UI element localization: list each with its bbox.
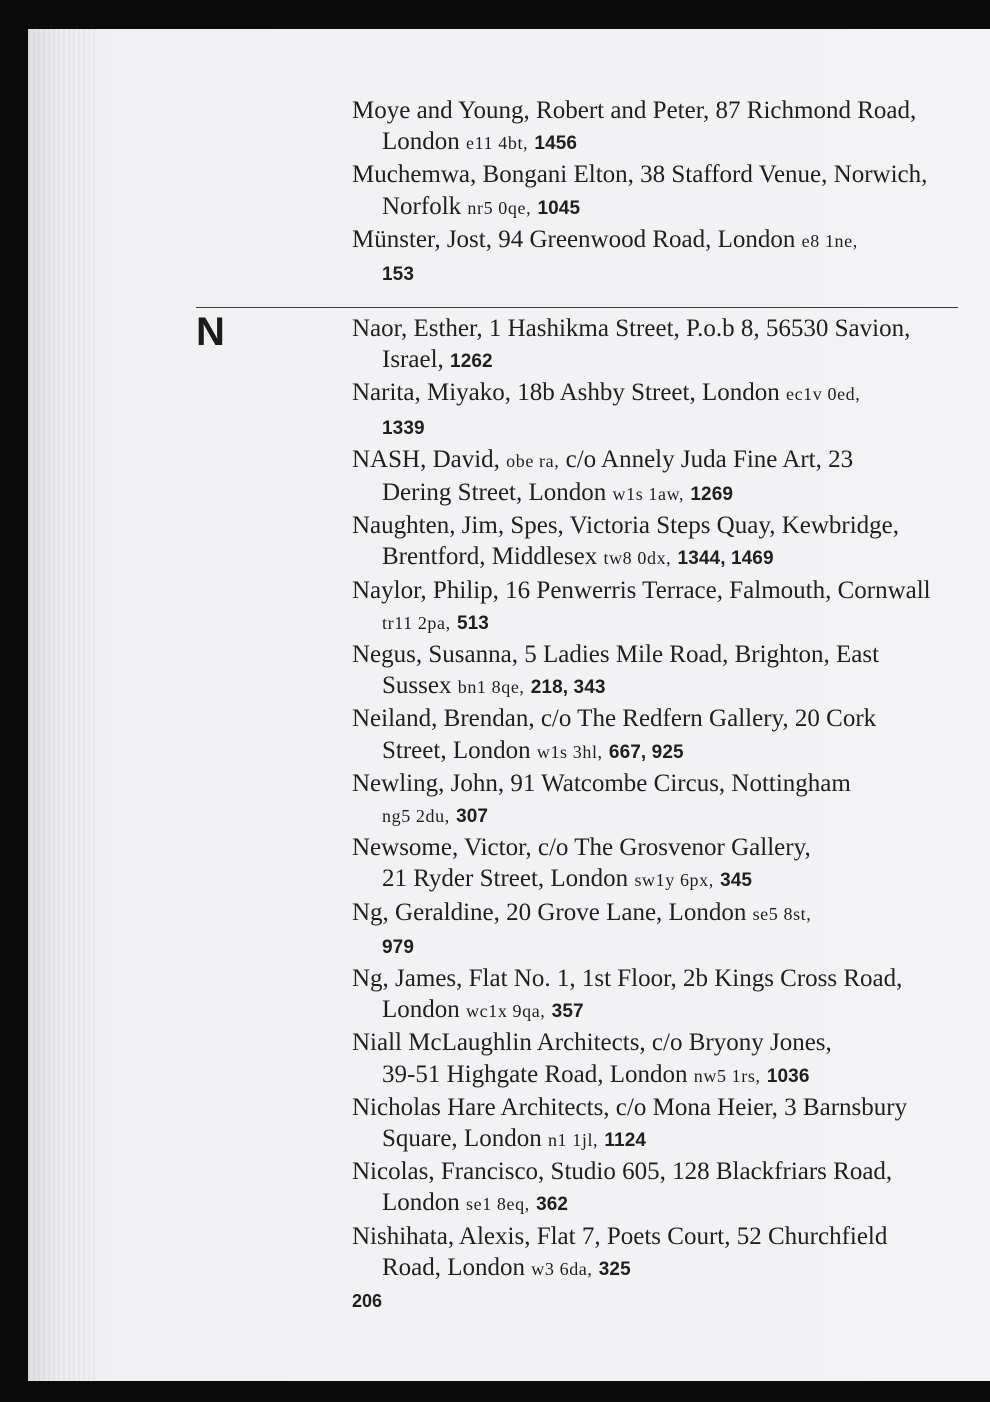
page-edge-shading <box>28 29 98 1381</box>
page-refs: 357 <box>551 1001 584 1023</box>
index-page <box>28 29 990 1381</box>
page-refs: 1036 <box>766 1065 810 1087</box>
page-refs: 1269 <box>690 484 734 506</box>
page-refs: 1045 <box>537 197 581 219</box>
page-refs: 307 <box>456 806 489 828</box>
page-refs: 1124 <box>604 1130 647 1152</box>
index-entry: Moye and Young, Robert and Peter, 87 Richmond Road, London e11 4bt, 1456 <box>352 97 917 156</box>
section-letter: N <box>196 310 225 354</box>
page-refs: 667, 925 <box>608 741 684 763</box>
page-refs: 1456 <box>534 133 578 155</box>
page-number: 206 <box>352 1291 383 1311</box>
index-entry: Niall McLaughlin Architects, c/o Bryony Jones, 39-51 Highgate Road, London nw5 1rs, 1036 <box>352 1029 832 1088</box>
page-refs: 1339 <box>382 417 425 439</box>
index-entry: Narita, Miyako, 18b Ashby Street, London ec1v 0ed, 1339 <box>352 379 861 439</box>
page-refs: 345 <box>720 870 753 892</box>
index-entry: Nicholas Hare Architects, c/o Mona Heier, 3 Barnsbury Square, London n1 1jl, 1124 <box>352 1093 908 1153</box>
index-entry: Negus, Susanna, 5 Ladies Mile Road, Brighton, East Sussex bn1 8qe, 218, 343 <box>352 641 880 700</box>
index-entry: Nicolas, Francisco, Studio 605, 128 Blackfriars Road, London se1 8eq, 362 <box>352 1158 893 1217</box>
index-entry: Nishihata, Alexis, Flat 7, Poets Court, 52 Churchfield Road, London w3 6da, 325 <box>352 1222 888 1281</box>
index-entry: Münster, Jost, 94 Greenwood Road, London e8 1ne, 153 <box>352 225 858 286</box>
index-entry: Ng, James, Flat No. 1, 1st Floor, 2b Kings Cross Road, London wc1x 9qa, 357 <box>352 965 903 1024</box>
entries-list <box>352 313 952 1285</box>
index-entry: Newsome, Victor, c/o The Grosvenor Gallery, 21 Ryder Street, London sw1y 6px, 345 <box>352 834 811 893</box>
index-entry: Naughten, Jim, Spes, Victoria Steps Quay, Kewbridge, Brentford, Middlesex tw8 0dx, 1344, 1469 <box>352 512 900 571</box>
page-refs: 153 <box>382 264 415 286</box>
index-entry: Ng, Geraldine, 20 Grove Lane, London se5 8st, 979 <box>352 898 812 958</box>
index-entry: NASH, David, obe ra, c/o Annely Juda Fine Art, 23 Dering Street, London w1s 1aw, 1269 <box>352 445 854 507</box>
index-entry: Newling, John, 91 Watcombe Circus, Nottingham ng5 2du, 307 <box>352 769 851 828</box>
page-refs: 1262 <box>450 351 493 373</box>
page-refs: 325 <box>598 1258 631 1280</box>
page-refs: 979 <box>382 936 415 958</box>
index-entry: Naylor, Philip, 16 Penwerris Terrace, Falmouth, Cornwall tr11 2pa, 513 <box>352 576 931 634</box>
page-refs: 1344, 1469 <box>677 548 774 570</box>
section-rule <box>196 307 958 308</box>
index-entry: Neiland, Brendan, c/o The Redfern Gallery, 20 Cork Street, London w1s 3hl, 667, 925 <box>352 705 877 764</box>
page-refs: 513 <box>456 612 489 634</box>
entries-before-rule <box>352 95 952 290</box>
page-refs: 218, 343 <box>530 677 606 699</box>
index-entry: Naor, Esther, 1 Hashikma Street, P.o.b 8, 56530 Savion, Israel, 1262 <box>352 315 911 374</box>
index-entry: Muchemwa, Bongani Elton, 38 Stafford Venue, Norwich, Norfolk nr5 0qe, 1045 <box>352 161 928 220</box>
page-refs: 362 <box>536 1194 569 1216</box>
